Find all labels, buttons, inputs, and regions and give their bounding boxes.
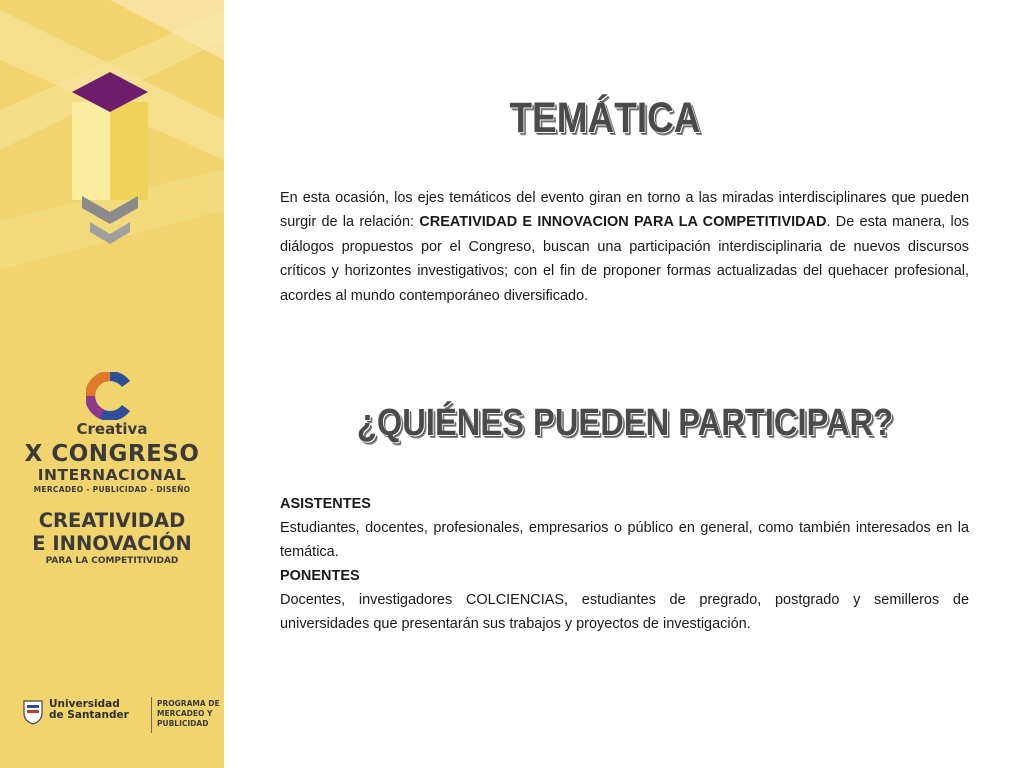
pencil-decoration [0,0,224,330]
participants-section [280,492,969,636]
brand-creativa: Creativa [76,420,148,438]
brand-internacional: INTERNACIONAL [37,466,187,484]
university-divider [151,697,152,733]
program-name: PROGRAMA DE MERCADEO Y PUBLICIDAD [157,699,220,728]
brand-congreso: X CONGRESO [24,441,200,467]
creativa-logo-icon [86,372,134,420]
brand-creatividad: CREATIVIDAD [38,509,186,532]
brand-innovacion: E INNOVACIÓN [32,532,192,555]
ponentes-label: PONENTES [280,567,360,584]
quienes-heading: ¿QUIÉNES PUEDEN PARTICIPAR? [356,402,894,444]
university-shield-icon [22,699,44,725]
tematica-text-1: En esta ocasión, los ejes temáticos del evento giran en torno a las miradas interdisciplinares que pueden surgir de la relación: [280,189,970,231]
tematica-paragraph [280,186,969,308]
sidebar-banner [0,0,224,768]
asistentes-label: ASISTENTES [280,495,371,512]
ponentes-text: Docentes, investigadores COLCIENCIAS, estudiantes de pregrado, postgrado y semilleros de universidades que presentarán sus trabajos y proyectos de investigación. [280,591,970,632]
university-name: Universidad de Santander [49,698,129,721]
tematica-heading: TEMÁTICA [509,94,701,142]
brand-competitividad: PARA LA COMPETITIVIDAD [45,556,179,566]
asistentes-text: Estudiantes, docentes, profesionales, empresarios o público en general, como también interesados en la temática. [280,519,970,560]
tematica-text-2: . De esta manera, los diálogos propuestos por el Congreso, buscan una participación interdisciplinaria de nuevos discursos críticos y horizontes investigativos; con el fin de proponer formas actualizadas del quehacer profesional, acordes al mundo contemporáneo diversificado. [280,213,970,304]
tematica-text-bold: CREATIVIDAD E INNOVACION PARA LA COMPETITIVIDAD [419,213,827,231]
university-logo [22,697,220,733]
brand-subtitle: MERCADEO - PUBLICIDAD - DISEÑO [33,485,191,494]
